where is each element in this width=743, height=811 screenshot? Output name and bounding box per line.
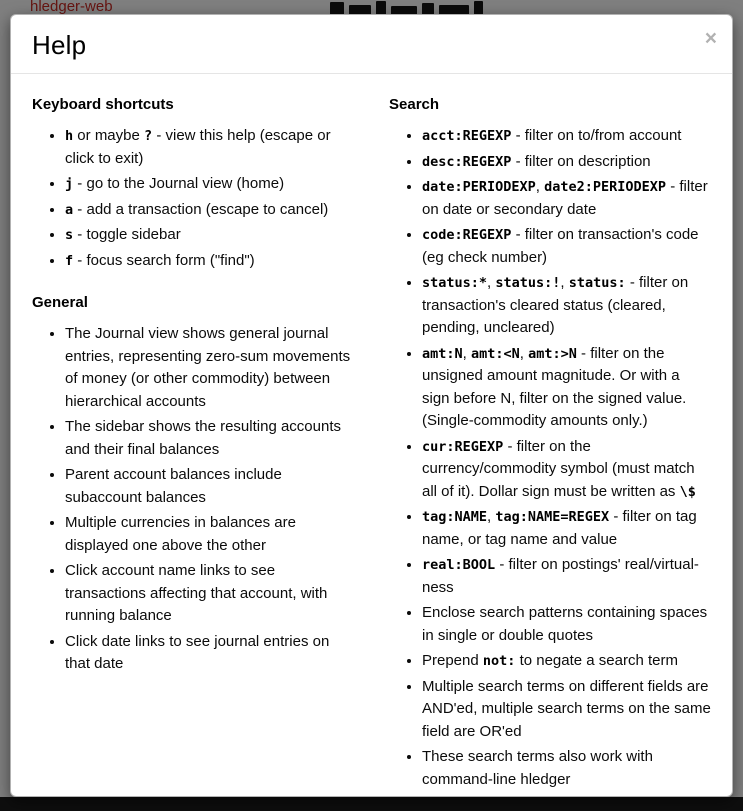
list-item: [422, 272, 711, 340]
text-segment: - filter on date or secondary date: [422, 178, 708, 218]
code-term: real:BOOL: [422, 557, 496, 573]
text-segment: The sidebar shows the resulting accounts and their final balances: [65, 418, 341, 458]
text-segment: - filter on the currency/commodity symbol (must match all of it). Dollar sign must be written as: [422, 437, 695, 500]
list-item: [65, 199, 354, 222]
code-term: not:: [482, 653, 516, 669]
list-item: [422, 506, 711, 551]
text-segment: - add a transaction (escape to cancel): [73, 200, 329, 218]
help-modal: [10, 14, 733, 797]
code-term: ?: [144, 128, 153, 144]
text-segment: - filter on tag name, or tag name and value: [422, 508, 697, 548]
text-segment: Parent account balances include subaccount balances: [65, 466, 282, 506]
list-item: [422, 176, 711, 221]
code-term: tag:NAME: [422, 509, 488, 525]
list-item: [65, 224, 354, 247]
code-term: j: [65, 176, 74, 192]
code-term: tag:NAME=REGEX: [495, 509, 610, 525]
list-item: [422, 125, 711, 148]
text-segment: ,: [462, 344, 471, 362]
text-segment: Prepend: [422, 652, 483, 669]
text-segment: Click date links to see journal entries on that date: [65, 632, 330, 672]
list-item: [422, 746, 711, 791]
list-item: [422, 554, 711, 599]
code-term: \$: [679, 483, 696, 500]
list-item: [65, 631, 354, 676]
code-term: amt:<N: [470, 345, 520, 362]
text-segment: ,: [560, 274, 569, 291]
list-item: [65, 464, 354, 509]
list-item: [422, 436, 711, 504]
text-segment: Enclose search patterns containing spaces in single or double quotes: [422, 604, 708, 644]
code-term: a: [65, 201, 74, 218]
help-column-left: [13, 74, 370, 680]
text-segment: - filter on description: [511, 152, 651, 170]
close-icon[interactable]: ×: [704, 27, 717, 50]
modal-body: [11, 74, 732, 797]
text-segment: - filter on postings' real/virtual-ness: [422, 556, 699, 596]
code-term: date2:PERIODEXP: [544, 179, 667, 195]
modal-title: Help: [32, 30, 87, 60]
list-item: [65, 560, 354, 628]
list-item: [65, 416, 354, 461]
text-segment: to negate a search term: [515, 652, 678, 669]
list-item: [65, 512, 354, 557]
text-segment: ,: [487, 508, 496, 525]
text-segment: ,: [487, 274, 496, 291]
list-item: [422, 343, 711, 433]
text-segment: - toggle sidebar: [73, 226, 181, 243]
code-term: code:REGEXP: [422, 227, 512, 243]
text-segment: Multiple currencies in balances are displayed one above the other: [65, 514, 296, 554]
help-list: [389, 125, 711, 791]
code-term: s: [65, 227, 74, 243]
help-list: [32, 125, 354, 272]
help-column-right: [370, 74, 727, 795]
text-segment: Click account name links to see transactions affecting that account, with running balance: [65, 562, 328, 624]
list-item: [65, 173, 354, 196]
code-term: status:!: [495, 275, 561, 291]
code-term: date:PERIODEXP: [422, 179, 536, 195]
modal-header: [11, 15, 732, 74]
text-segment: ,: [519, 344, 529, 362]
code-term: desc:REGEXP: [422, 153, 512, 170]
section-heading: Search: [389, 96, 440, 113]
text-segment: or maybe: [73, 127, 145, 144]
list-item: [422, 650, 711, 673]
list-item: [422, 151, 711, 174]
text-segment: Multiple search terms on different fields are AND'ed, multiple search terms on the same field are OR'ed: [422, 677, 711, 740]
list-item: [65, 125, 354, 170]
code-term: status:: [568, 275, 626, 291]
text-segment: - focus search form ("find"): [73, 251, 255, 269]
code-term: f: [65, 252, 74, 269]
text-segment: - view this help (escape or click to exit): [65, 127, 331, 167]
text-segment: - filter on the unsigned amount magnitude. Or with a sign before N, filter on the signed value. (Single-commodity amounts only.): [422, 344, 687, 429]
code-term: amt:>N: [528, 345, 577, 362]
help-list: [32, 323, 354, 676]
code-term: h: [65, 128, 74, 144]
code-term: cur:REGEXP: [422, 438, 504, 455]
list-item: [422, 676, 711, 744]
text-segment: - go to the Journal view (home): [73, 175, 285, 192]
list-item: [422, 602, 711, 647]
list-item: [65, 323, 354, 413]
text-segment: - filter on to/from account: [511, 127, 682, 144]
text-segment: These search terms also work with command-line hledger: [422, 748, 653, 788]
text-segment: The Journal view shows general journal entries, representing zero-sum movements of money (or other commodity) between hierarchical accounts: [65, 325, 351, 410]
list-item: [65, 250, 354, 273]
code-term: amt:N: [422, 345, 463, 362]
text-segment: - filter on transaction's cleared status (cleared, pending, uncleared): [422, 274, 689, 336]
list-item: [422, 224, 711, 269]
section-heading: General: [32, 294, 88, 311]
section-heading: Keyboard shortcuts: [32, 96, 174, 113]
code-term: status:*: [422, 275, 488, 291]
text-segment: - filter on transaction's code (eg check number): [422, 226, 699, 266]
code-term: acct:REGEXP: [422, 128, 512, 144]
text-segment: ,: [535, 178, 545, 195]
